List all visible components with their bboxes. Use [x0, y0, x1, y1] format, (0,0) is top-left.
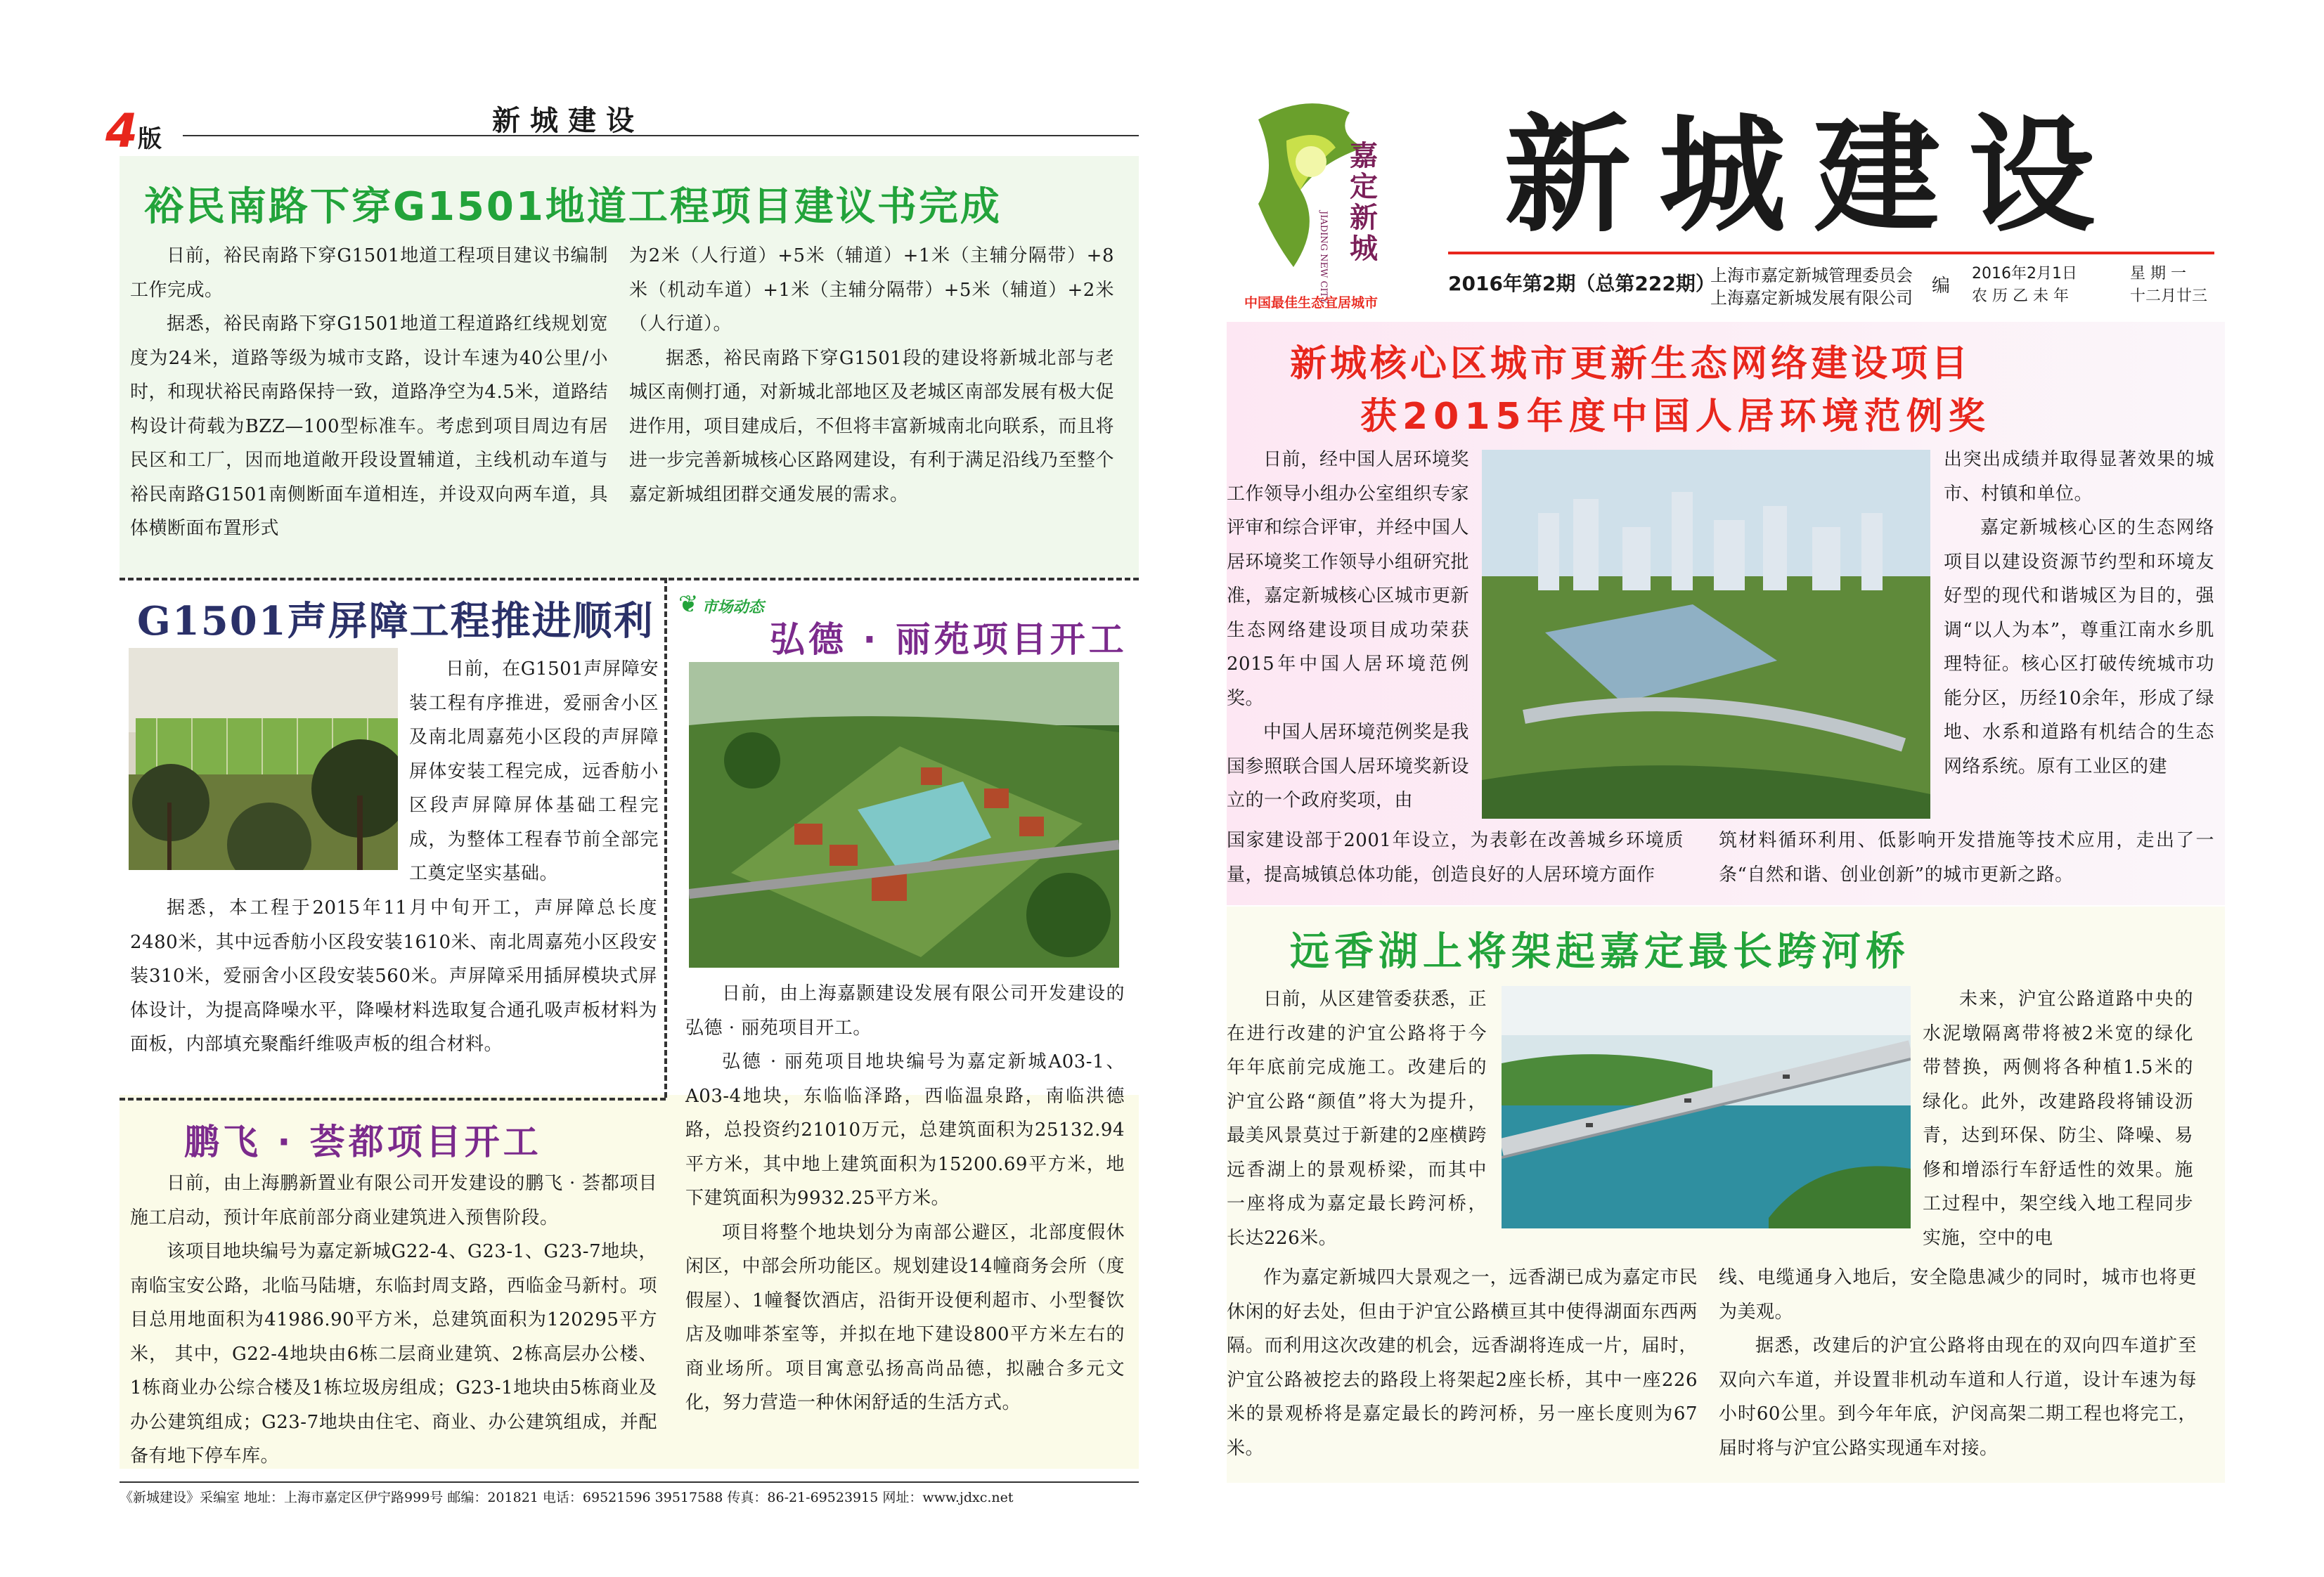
header-rule — [183, 135, 1139, 136]
divider — [664, 578, 667, 1098]
lunar-year: 农 历 乙 未 年 — [1972, 287, 2069, 305]
article-pengfei: 日前，由上海鹏新置业有限公司开发建设的鹏飞 · 荟都项目施工启动，预计年底前部分商业建筑进入预售阶段。 该项目地块编号为嘉定新城G22-4、G23-1、G23-7地块，南临宝安公路，北临马陆塘，东临封周支路，西临金马新村。项目总用地面积为41986.90平方米，总建筑面积为120295平方米， 其中，G22-4地块由6栋二层商业建筑、2栋高层办公楼、1栋商业办公综合楼及1栋垃圾房组成；G23-1地块由5栋商业及办公建筑组成；G23-7地块由住宅、商业、办公建筑组成，并配备有地下停车库。 — [130, 1173, 657, 1467]
publisher-suffix: 编 — [1932, 275, 1951, 297]
article-barrier-full: 据悉，本工程于2015年11月中旬开工，声屏障总长度2480米，其中远香舫小区段安装1610米、南北周嘉苑小区段安装310米，爱丽舍小区段安装560米。声屏障采用插屏模块式屏体设计，为提高降噪水平，降噪材料选取复合通孔吸声板材料为面板，内部填充聚酯纤维吸声板的组合材料。 — [130, 897, 657, 1055]
article-yumin-col2: 为2米（人行道）+5米（辅道）+1米（主辅分隔带）+8米（机动车道）+1米（主辅分隔带）+5米（辅道）+2米（人行道）。 据悉，裕民南路下穿G1501段的建设将新城北部与老城区南侧打通，对新城北部地区及老城区南部发展有极大促进作用，项目建成后，不但将丰富新城南北向联系，而且将进一步完善新城核心区路网建设，有利于满足沿线乃至整个嘉定新城组团群交通发展的需求。 — [629, 245, 1114, 505]
article-award-col2: 出突出成绩并取得显著效果的城市、村镇和单位。 嘉定新城核心区的生态网络项目以建设资源节约型和环境友好型的现代和谐城区为目的，强调“以人为本”，尊重江南水乡肌理特征。核心区打破传统城市功能分区，历经10余年，形成了绿地、水系和道路有机结合的生态网络系统。原有工业区的建 — [1944, 449, 2214, 777]
headline-award-2: 获2015年度中国人居环境范例奖 — [1360, 396, 1991, 438]
hongde-rendering — [689, 662, 1119, 968]
article-bridge-col2-full: 线、电缆通身入地后，安全隐患减少的同时，城市也将更为美观。 据悉，改建后的沪宜公路将由现在的双向四车道扩至双向六车道，并设置非机动车道和人行道，设计车速为每小时60公里。到今年年底，沪闵高架二期工程也将完工，届时将与沪宜公路实现通车对接。 — [1719, 1267, 2197, 1459]
article-barrier-wrap: 日前，在G1501声屏障安装工程有序推进，爱丽舍小区及南北周嘉苑小区段的声屏障屏体安装工程完成，远香舫小区段声屏障屏体基础工程完成，为整体工程春节前全部完工奠定坚实基础。 — [409, 658, 659, 884]
page-number: 4版 — [105, 104, 162, 158]
article-hongde: 日前，由上海嘉颢建设发展有限公司开发建设的弘德 · 丽苑项目开工。 弘德 · 丽苑项目地块编号为嘉定新城A03-1、A03-4地块，东临临泽路，西临温泉路，南临洪德路，总投资约21010万元，总建筑面积为25132.94平方米，其中地上建筑面积为15200.69平方米，地下建筑面积为9932.25平方米。 项目将整个地块划分为南部公避区，北部度假休闲区，中部会所功能区。规划建设14幢商务会所（度假屋）、1幢餐饮酒店，沿街开设便利超市、小型餐饮店及咖啡茶室等，并拟在地下建设800平方米左右的商业场所。项目寓意弘扬高尚品德，拟融合多元文化，努力营造一种休闲舒适的生活方式。 — [685, 983, 1125, 1413]
headline-yumin-road: 裕民南路下穿G1501地道工程项目建议书完成 — [144, 184, 1002, 230]
jiading-logo — [1244, 84, 1413, 309]
article-award-col1-full: 国家建设部于2001年设立，为表彰在改善城乡环境质量，提高城镇总体功能，创造良好的人居环境方面作 — [1227, 830, 1684, 885]
headline-award-1: 新城核心区城市更新生态网络建设项目 — [1290, 343, 1972, 385]
article-award-col2-full: 筑材料循环利用、低影响开发措施等技术应用，走出了一条“自然和谐、创业创新”的城市更新之路。 — [1719, 830, 2214, 885]
leaf-icon: ❦ — [678, 590, 699, 618]
headline-g1501-barrier: G1501声屏障工程推进顺利 — [137, 598, 654, 644]
article-bridge-col2: 未来，沪宜公路道路中央的水泥墩隔离带将被2米宽的绿化带替换，两侧将各种植1.5米的绿化。此外，改建路段将铺设沥青，达到环保、防尘、降噪、易修和增添行车舒适性的效果。施工过程中，架空线入地工程同步实施，空中的电 — [1923, 989, 2193, 1249]
divider — [120, 578, 1139, 580]
city-aerial-photo — [1482, 450, 1930, 819]
weekday: 星 期 一 — [2130, 265, 2186, 283]
footer-info: 《新城建设》采编室 地址：上海市嘉定区伊宁路999号 邮编：201821 电话：69521596 39517588 传真：86-21-69523915 网址：www.jdxc.net — [120, 1490, 1014, 1505]
headline-hongde: 弘德 · 丽苑项目开工 — [770, 619, 1128, 660]
logo-en: JIADING NEW CITY — [1318, 211, 1329, 304]
masthead-rule — [1448, 252, 2214, 254]
footer-rule — [120, 1481, 1139, 1483]
bridge-rendering — [1502, 986, 1911, 1228]
divider — [120, 1098, 666, 1101]
article-bridge-col1: 日前，从区建管委获悉，正在进行改建的沪宜公路将于今年年底前完成施工。改建后的沪宜公路“颜值”将大为提升，最美风景莫过于新建的2座横跨远香湖上的景观桥梁，而其中一座将成为嘉定最长跨河桥，长达226米。 — [1227, 989, 1487, 1249]
logo-cn: 嘉定新城 — [1350, 140, 1378, 265]
issue-number: 2016年第2期（总第222期） — [1448, 272, 1715, 295]
masthead: 新城建设 — [1504, 101, 2124, 249]
article-award-col1: 日前，经中国人居环境奖工作领导小组办公室组织专家评审和综合评审，并经中国人居环境奖工作领导小组研究批准，嘉定新城核心区城市更新生态网络建设项目成功荣获2015年中国人居环境范例奖。 中国人居环境范例奖是我国参照联合国人居环境奖新设立的一个政府奖项，由 — [1227, 449, 1469, 811]
lunar-date: 十二月廿三 — [2130, 287, 2208, 305]
market-tag: ❦ 市场动态 — [678, 590, 764, 618]
publisher-1: 上海市嘉定新城管理委员会 — [1710, 266, 1913, 285]
logo-slogan: 中国最佳生态宜居城市 — [1244, 295, 1379, 311]
publisher-2: 上海嘉定新城发展有限公司 — [1710, 288, 1913, 308]
headline-bridge: 远香湖上将架起嘉定最长跨河桥 — [1290, 929, 1910, 975]
article-bridge-col1-full: 作为嘉定新城四大景观之一，远香湖已成为嘉定市民休闲的好去处，但由于沪宜公路横亘其中使得湖面东西两隔。而利用这次改建的机会，远香湖将连成一片，届时，沪宜公路被挖去的路段上将架起2座长桥，其中一座226米的景观桥将是嘉定最长的跨河桥，另一座长度则为67米。 — [1227, 1267, 1698, 1459]
sound-barrier-photo — [129, 648, 398, 870]
section-header: 新城建设 — [492, 104, 644, 137]
issue-date: 2016年2月1日 — [1972, 265, 2077, 283]
headline-pengfei: 鹏飞 · 荟都项目开工 — [184, 1122, 542, 1162]
article-yumin-col1: 日前，裕民南路下穿G1501地道工程项目建议书编制工作完成。 据悉，裕民南路下穿G1501地道工程道路红线规划宽度为24米，道路等级为城市支路，设计车速为40公里/小时，和现状裕民南路保持一致，道路净空为4.5米，道路结构设计荷载为BZZ—100型标准车。考虑到项目周边有居民区和工厂，因而地道敞开段设置辅道，主线机动车道与裕民南路G1501南侧断面车道相连，并设双向两车道，具体横断面布置形式 — [130, 245, 608, 539]
